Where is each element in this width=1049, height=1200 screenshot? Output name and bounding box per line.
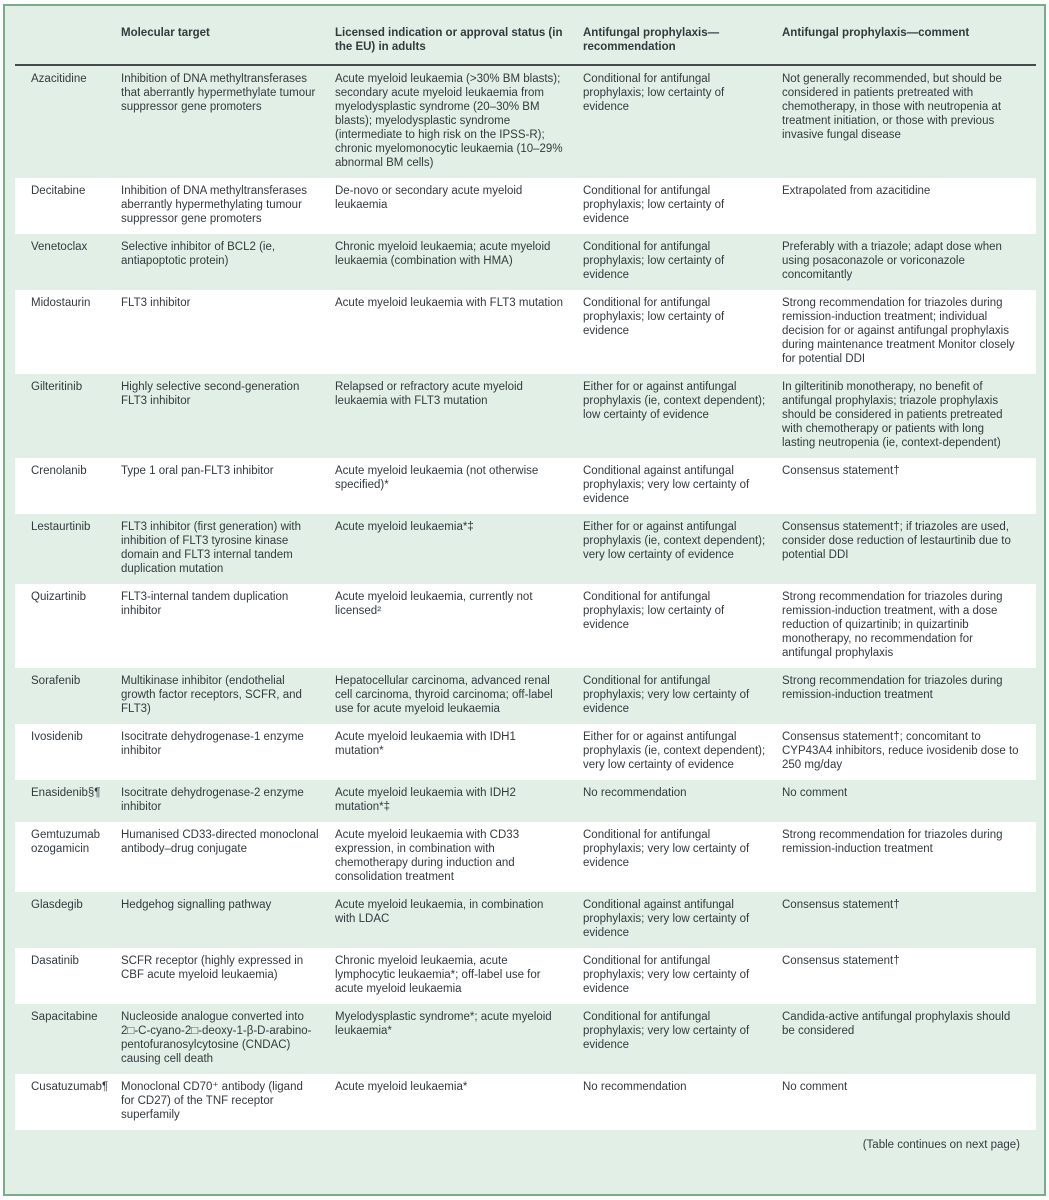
column-header-drug xyxy=(15,14,121,65)
molecular-target-cell: Selective inhibitor of BCL2 (ie, antiapoptotic protein) xyxy=(121,241,276,267)
comment-cell: Consensus statement†; if triazoles are used, consider dose reduction of lestaurtinib due to potential DDI xyxy=(782,521,1011,561)
molecular-target-cell: Type 1 oral pan-FLT3 inhibitor xyxy=(121,465,274,477)
drug-prophylaxis-table xyxy=(15,14,1036,1158)
drug-name-cell: Sorafenib xyxy=(31,675,81,687)
recommendation-cell: No recommendation xyxy=(583,1081,687,1093)
recommendation-cell: Conditional for antifungal prophylaxis; low certainty of evidence xyxy=(583,241,725,281)
drug-name-cell: Quizartinib xyxy=(31,591,86,603)
licensed-indication-cell: Acute myeloid leukaemia (>30% BM blasts); secondary acute myeloid leukaemia from myelodysplastic syndrome (20–30% BM blasts); myelodysplastic syndrome (intermediate to high risk on the IPSS-R); chronic myelomonocytic leukaemia (10–29% abnormal BM cells) xyxy=(335,73,563,169)
column-header-molecular-target: Molecular target xyxy=(121,14,335,65)
drug-name-cell: Lestaurtinib xyxy=(31,521,91,533)
licensed-indication-cell: Acute myeloid leukaemia*‡ xyxy=(335,521,474,533)
recommendation-cell: No recommendation xyxy=(583,787,687,799)
molecular-target-cell: Humanised CD33-directed monoclonal antibody–drug conjugate xyxy=(121,829,319,855)
drug-name-cell: Dasatinib xyxy=(31,955,79,967)
licensed-indication-cell: Acute myeloid leukaemia (not otherwise specified)* xyxy=(335,465,539,491)
table-body xyxy=(15,65,1036,1130)
molecular-target-cell: Monoclonal CD70⁺ antibody (ligand for CD27) of the TNF receptor superfamily xyxy=(121,1081,303,1121)
column-header-licensed-indication: Licensed indication or approval status (in the EU) in adults xyxy=(335,14,583,65)
drug-name-cell: Midostaurin xyxy=(31,297,91,309)
table-row xyxy=(15,65,1036,178)
table-row xyxy=(15,290,1036,374)
table-row xyxy=(15,1074,1036,1130)
drug-name-cell: Decitabine xyxy=(31,185,86,197)
table-row xyxy=(15,892,1036,948)
recommendation-cell: Conditional for antifungal prophylaxis; low certainty of evidence xyxy=(583,297,725,337)
licensed-indication-cell: Acute myeloid leukaemia, currently not licensed² xyxy=(335,591,533,617)
molecular-target-cell: Isocitrate dehydrogenase-2 enzyme inhibitor xyxy=(121,787,304,813)
recommendation-cell: Conditional for antifungal prophylaxis; low certainty of evidence xyxy=(583,591,725,631)
recommendation-cell: Conditional for antifungal prophylaxis; very low certainty of evidence xyxy=(583,829,750,869)
molecular-target-cell: FLT3 inhibitor xyxy=(121,297,191,309)
table-row xyxy=(15,1004,1036,1074)
comment-cell: Consensus statement† xyxy=(782,465,900,477)
molecular-target-cell: Isocitrate dehydrogenase-1 enzyme inhibitor xyxy=(121,731,304,757)
table-row xyxy=(15,234,1036,290)
licensed-indication-cell: Chronic myeloid leukaemia, acute lymphocytic leukaemia*; off-label use for acute myeloid leukaemia xyxy=(335,955,541,995)
table-row xyxy=(15,668,1036,724)
molecular-target-cell: Highly selective second-generation FLT3 inhibitor xyxy=(121,381,300,407)
recommendation-cell: Conditional against antifungal prophylaxis; very low certainty of evidence xyxy=(583,899,750,939)
licensed-indication-cell: Acute myeloid leukaemia with IDH2 mutation*‡ xyxy=(335,787,516,813)
licensed-indication-cell: Acute myeloid leukaemia with IDH1 mutation* xyxy=(335,731,516,757)
drug-name-cell: Azacitidine xyxy=(31,73,87,85)
licensed-indication-cell: Chronic myeloid leukaemia; acute myeloid leukaemia (combination with HMA) xyxy=(335,241,551,267)
footer-row xyxy=(15,1130,1036,1158)
comment-cell: Extrapolated from azacitidine xyxy=(782,185,931,197)
comment-cell: Strong recommendation for triazoles during remission-induction treatment xyxy=(782,675,1003,701)
drug-name-cell: Glasdegib xyxy=(31,899,83,911)
table-row xyxy=(15,724,1036,780)
licensed-indication-cell: Acute myeloid leukaemia with FLT3 mutation xyxy=(335,297,563,309)
molecular-target-cell: FLT3 inhibitor (first generation) with inhibition of FLT3 tyrosine kinase domain and FLT3 internal tandem duplication mutation xyxy=(121,521,302,575)
molecular-target-cell: FLT3-internal tandem duplication inhibitor xyxy=(121,591,289,617)
drug-name-cell: Gemtuzumab ozogamicin xyxy=(31,829,101,855)
recommendation-cell: Conditional against antifungal prophylaxis; very low certainty of evidence xyxy=(583,465,750,505)
licensed-indication-cell: Acute myeloid leukaemia* xyxy=(335,1081,468,1093)
recommendation-cell: Conditional for antifungal prophylaxis; very low certainty of evidence xyxy=(583,1011,750,1051)
comment-cell: Candida-active antifungal prophylaxis should be considered xyxy=(782,1011,1011,1037)
table-continues-note: (Table continues on next page) xyxy=(862,1139,1020,1151)
table-row xyxy=(15,822,1036,892)
comment-cell: Consensus statement†; concomitant to CYP43A4 inhibitors, reduce ivosidenib dose to 250 mg/day xyxy=(782,731,1019,771)
header-row xyxy=(15,14,1036,65)
comment-cell: Strong recommendation for triazoles during remission-induction treatment; individual decision for or against antifungal prophylaxis during maintenance treatment Monitor closely for potential DDI xyxy=(782,297,1015,365)
recommendation-cell: Either for or against antifungal prophylaxis (ie, context dependent); very low certainty of evidence xyxy=(583,521,766,561)
licensed-indication-cell: Acute myeloid leukaemia with CD33 expression, in combination with chemotherapy during induction and consolidation treatment xyxy=(335,829,520,883)
comment-cell: Consensus statement† xyxy=(782,899,900,911)
comment-cell: Not generally recommended, but should be considered in patients pretreated with chemotherapy, in those with neutropenia at treatment initiation, or those with previous invasive fungal disease xyxy=(782,73,1002,141)
molecular-target-cell: Hedgehog signalling pathway xyxy=(121,899,272,911)
licensed-indication-cell: Acute myeloid leukaemia, in combination with LDAC xyxy=(335,899,544,925)
molecular-target-cell: SCFR receptor (highly expressed in CBF acute myeloid leukaemia) xyxy=(121,955,304,981)
drug-name-cell: Cusatuzumab¶ xyxy=(31,1081,109,1093)
comment-cell: Consensus statement† xyxy=(782,955,900,967)
column-header-comment: Antifungal prophylaxis—comment xyxy=(782,14,1036,65)
comment-cell: No comment xyxy=(782,787,848,799)
table-row xyxy=(15,374,1036,458)
drug-name-cell: Crenolanib xyxy=(31,465,87,477)
comment-cell: Preferably with a triazole; adapt dose when using posaconazole or voriconazole concomitantly xyxy=(782,241,1002,281)
recommendation-cell: Conditional for antifungal prophylaxis; low certainty of evidence xyxy=(583,73,725,113)
recommendation-cell: Conditional for antifungal prophylaxis; low certainty of evidence xyxy=(583,185,725,225)
drug-name-cell: Ivosidenib xyxy=(31,731,83,743)
drug-name-cell: Enasidenib§¶ xyxy=(31,787,101,799)
licensed-indication-cell: Relapsed or refractory acute myeloid leukaemia with FLT3 mutation xyxy=(335,381,523,407)
molecular-target-cell: Multikinase inhibitor (endothelial growth factor receptors, SCFR, and FLT3) xyxy=(121,675,302,715)
table-row xyxy=(15,584,1036,668)
comment-cell: Strong recommendation for triazoles during remission-induction treatment, with a dose reduction of quizartinib; in quizartinib monotherapy, no recommendation for antifungal prophylaxis xyxy=(782,591,1003,659)
licensed-indication-cell: Myelodysplastic syndrome*; acute myeloid leukaemia* xyxy=(335,1011,552,1037)
comment-cell: Strong recommendation for triazoles during remission-induction treatment xyxy=(782,829,1003,855)
drug-name-cell: Gilteritinib xyxy=(31,381,83,393)
table-row xyxy=(15,514,1036,584)
drug-prophylaxis-table-card xyxy=(3,4,1046,1196)
comment-cell: In gilteritinib monotherapy, no benefit of antifungal prophylaxis; triazole prophylaxis should be considered in patients pretreated with chemotherapy or patients with long lasting neutropenia (ie, context-dependent) xyxy=(782,381,1003,449)
column-header-recommendation: Antifungal prophylaxis—recommendation xyxy=(583,14,782,65)
recommendation-cell: Conditional for antifungal prophylaxis; very low certainty of evidence xyxy=(583,675,750,715)
molecular-target-cell: Inhibition of DNA methyltransferases that aberrantly hypermethylate tumour suppressor gene promoters xyxy=(121,73,316,113)
molecular-target-cell: Inhibition of DNA methyltransferases aberrantly hypermethylating tumour suppressor gene promoters xyxy=(121,185,308,225)
comment-cell: No comment xyxy=(782,1081,848,1093)
licensed-indication-cell: De-novo or secondary acute myeloid leukaemia xyxy=(335,185,523,211)
licensed-indication-cell: Hepatocellular carcinoma, advanced renal cell carcinoma, thyroid carcinoma; off-label use for acute myeloid leukaemia xyxy=(335,675,553,715)
drug-name-cell: Venetoclax xyxy=(31,241,88,253)
table-row xyxy=(15,780,1036,822)
table-row xyxy=(15,178,1036,234)
molecular-target-cell: Nucleoside analogue converted into 2□-C-cyano-2□-deoxy-1-β-D-arabino-pentofuranosylcytosine (CNDAC) causing cell death xyxy=(121,1011,312,1065)
table-row xyxy=(15,948,1036,1004)
drug-name-cell: Sapacitabine xyxy=(31,1011,98,1023)
recommendation-cell: Conditional for antifungal prophylaxis; very low certainty of evidence xyxy=(583,955,750,995)
table-row xyxy=(15,458,1036,514)
recommendation-cell: Either for or against antifungal prophylaxis (ie, context dependent); low certainty of evidence xyxy=(583,381,766,421)
recommendation-cell: Either for or against antifungal prophylaxis (ie, context dependent); very low certainty of evidence xyxy=(583,731,766,771)
